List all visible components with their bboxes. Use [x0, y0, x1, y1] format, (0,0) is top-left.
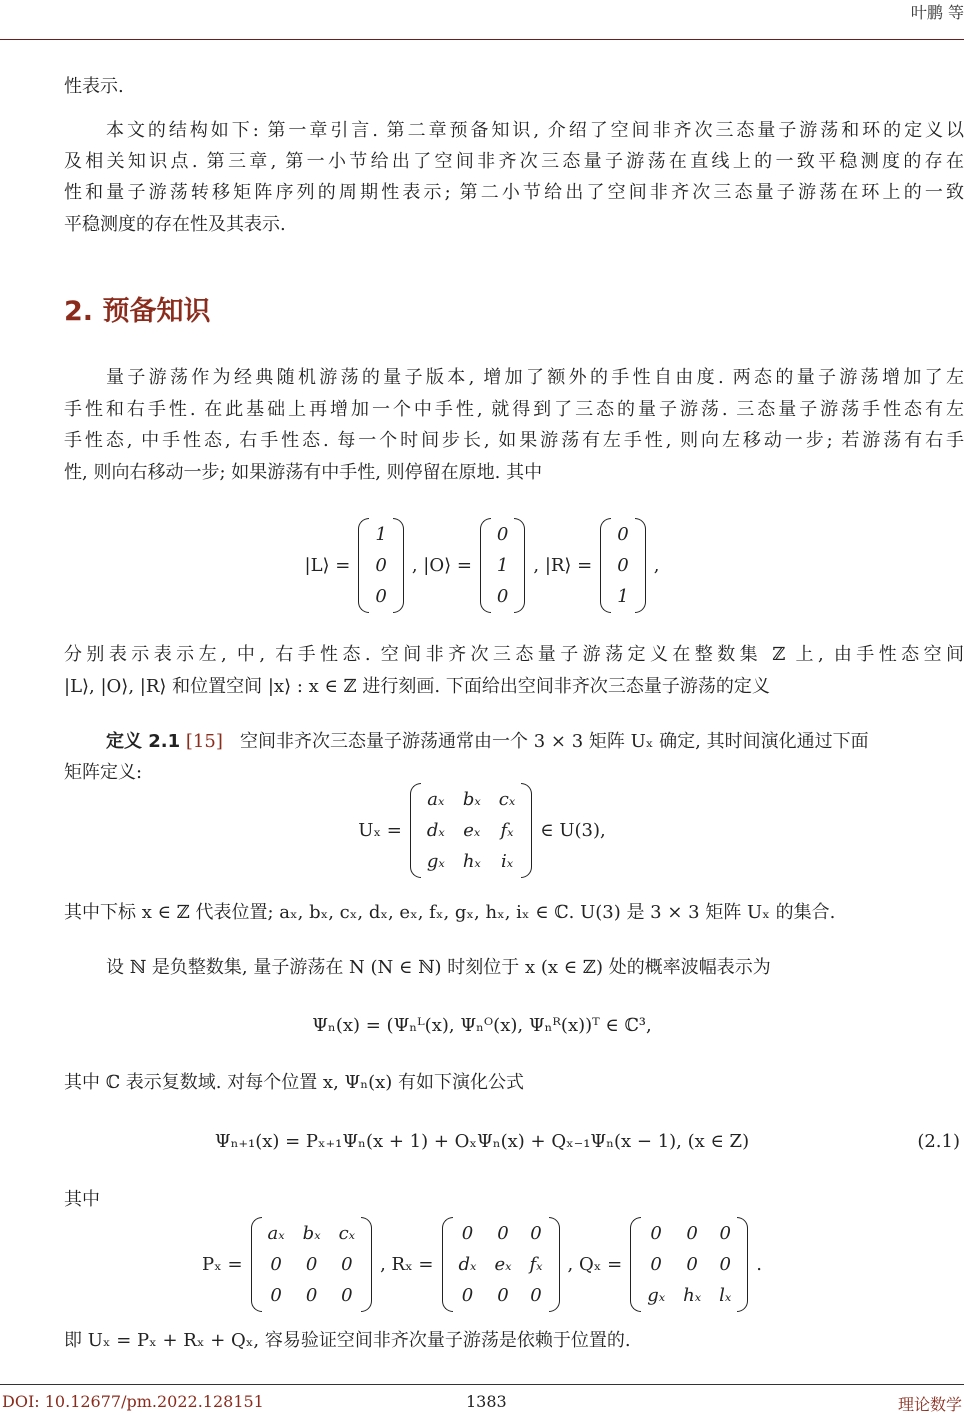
matrix-cell: 1 — [617, 585, 629, 607]
left-paren — [600, 518, 611, 613]
matrix-cell: 0 — [650, 1253, 662, 1275]
text-line: 性表示. — [64, 76, 124, 97]
matrix-cells — [641, 1217, 737, 1312]
left-paren — [442, 1217, 453, 1312]
matrix-cell: 0 — [270, 1253, 282, 1275]
matrix-cell: fₓ — [500, 819, 514, 841]
matrix-cell: 0 — [496, 523, 509, 545]
matrix-cell: aₓ — [427, 788, 445, 810]
right-paren — [549, 1217, 560, 1312]
left-paren — [630, 1217, 641, 1312]
ux-matrix-equation — [0, 775, 964, 885]
text-line: 性和量子游荡转移矩阵序列的周期性表示; 第二小节给出了空间非齐次三态量子游荡在环上的一致 — [64, 182, 964, 203]
left-paren — [480, 518, 491, 613]
header-rule — [0, 39, 964, 40]
prq-matrices-equation — [0, 1212, 964, 1316]
left-paren — [410, 783, 421, 878]
matrix-cell: cₓ — [498, 788, 516, 810]
matrix-cells — [262, 1217, 362, 1312]
psi-equation: Ψₙ(x) = (Ψₙᴸ(x), Ψₙᴼ(x), Ψₙᴿ(x))ᵀ ∈ ℂ³, — [312, 1015, 652, 1036]
matrix-cell: cₓ — [338, 1222, 356, 1244]
matrix-cell: 0 — [375, 554, 387, 576]
matrix-cell: bₓ — [302, 1222, 321, 1244]
definition-text: 空间非齐次三态量子游荡通常由一个 3 × 3 矩阵 Uₓ 确定, 其时间演化通过下面 — [240, 731, 869, 752]
right-paren — [514, 518, 525, 613]
matrix-cell: 0 — [617, 523, 629, 545]
equation-body: Ψₙ₊₁(x) = Pₓ₊₁Ψₙ(x + 1) + OₓΨₙ(x) + Qₓ₋₁Ψₙ(x − 1), (x ∈ Z) — [214, 1131, 750, 1152]
definition-line — [106, 730, 964, 754]
matrix-cell: 0 — [341, 1253, 353, 1275]
matrix-cell: gₓ — [426, 850, 445, 872]
matrix-cell: bₓ — [462, 788, 481, 810]
matrix — [251, 1217, 373, 1312]
right-paren — [737, 1217, 748, 1312]
definition-label: 定义 2.1 — [106, 731, 181, 752]
matrix-cell: 0 — [496, 585, 509, 607]
matrix-cell: 0 — [305, 1284, 318, 1306]
right-paren — [393, 518, 404, 613]
text-line: 其中下标 x ∈ ℤ 代表位置; aₓ, bₓ, cₓ, dₓ, eₓ, fₓ, gₓ, hₓ, iₓ ∈ ℂ. U(3) 是 3 × 3 矩阵 Uₓ 的集合. — [64, 902, 836, 923]
equation-label: Uₓ = — [358, 819, 402, 841]
matrix-cell: hₓ — [683, 1284, 702, 1306]
equation-label: , |R⟩ = — [533, 554, 593, 576]
matrix — [442, 1217, 560, 1312]
text-line: |L⟩, |O⟩, |R⟩ 和位置空间 |x⟩ : x ∈ ℤ 进行刻画. 下面给出空间非齐次三态量子游荡的定义 — [64, 676, 770, 697]
matrix-cell: 0 — [341, 1284, 353, 1306]
matrix — [410, 783, 532, 878]
matrix-cell: 0 — [497, 1284, 509, 1306]
matrix — [358, 518, 403, 613]
matrix-cells — [369, 518, 392, 613]
matrix-cell: 0 — [719, 1253, 731, 1275]
text-line: 即 Uₓ = Pₓ + Rₓ + Qₓ, 容易验证空间非齐次量子游荡是依赖于位置的. — [64, 1330, 631, 1351]
matrix-cells — [453, 1217, 549, 1312]
equation-label: , Rₓ = — [380, 1253, 434, 1275]
matrix-cell: dₓ — [458, 1253, 477, 1275]
equation-label: ∈ U(3), — [540, 819, 606, 841]
matrix-cell: 0 — [497, 1222, 509, 1244]
right-paren — [521, 783, 532, 878]
evolution-equation — [0, 1131, 964, 1152]
matrix-cell: 0 — [461, 1222, 474, 1244]
running-header-author: 叶鹏 等 — [910, 3, 964, 22]
footer-rule — [0, 1384, 964, 1385]
right-paren — [635, 518, 646, 613]
matrix-cell: 0 — [530, 1284, 542, 1306]
text-line: 其中 — [64, 1189, 100, 1210]
text-line: 手性和右手性. 在此基础上再增加一个中手性, 就得到了三态的量子游荡. 三态量子游荡手性态有左 — [64, 399, 964, 420]
matrix-cells — [611, 518, 634, 613]
matrix-cell: 0 — [686, 1253, 698, 1275]
matrix-cell: hₓ — [462, 850, 481, 872]
citation-link[interactable]: [15] — [185, 731, 223, 752]
equation-label: Pₓ = — [202, 1253, 243, 1275]
matrix-cell: 0 — [686, 1222, 698, 1244]
page-number: 1383 — [466, 1392, 507, 1411]
matrix-cells — [491, 518, 514, 613]
matrix-cell: 1 — [375, 523, 387, 545]
right-paren — [361, 1217, 372, 1312]
matrix-cell: 0 — [530, 1222, 542, 1244]
matrix-cell: dₓ — [426, 819, 445, 841]
text-line: 及相关知识点. 第三章, 第一小节给出了空间非齐次三态量子游荡在直线上的一致平稳测度的存在 — [64, 151, 964, 172]
matrix-cell: 0 — [305, 1253, 318, 1275]
footer-journal: 理论数学 — [897, 1395, 962, 1414]
matrix-cell: 1 — [496, 554, 509, 576]
equation-label: , Qₓ = — [567, 1253, 623, 1275]
matrix-cell: 0 — [270, 1284, 282, 1306]
text-line: 其中 ℂ 表示复数域. 对每个位置 x, Ψₙ(x) 有如下演化公式 — [64, 1072, 525, 1093]
matrix-cell: 0 — [719, 1222, 731, 1244]
equation-punct: . — [756, 1253, 762, 1275]
left-paren — [251, 1217, 262, 1312]
chirality-vectors-equation — [0, 515, 964, 615]
matrix-cell: eₓ — [463, 819, 481, 841]
matrix-cell: 0 — [617, 554, 629, 576]
matrix-cell: 0 — [375, 585, 387, 607]
text-line: 设 ℕ 是负整数集, 量子游荡在 N (N ∈ ℕ) 时刻位于 x (x ∈ ℤ) 处的概率波幅表示为 — [106, 957, 771, 978]
text-line: 性, 则向右移动一步; 如果游荡有中手性, 则停留在原地. 其中 — [64, 462, 543, 483]
matrix — [600, 518, 645, 613]
matrix-cell: lₓ — [719, 1284, 732, 1306]
matrix — [480, 518, 525, 613]
equation-label: |L⟩ = — [304, 554, 351, 576]
matrix-cell: fₓ — [529, 1253, 543, 1275]
footer-doi-link[interactable]: DOI: 10.12677/pm.2022.128151 — [2, 1392, 264, 1411]
equation-number: (2.1) — [917, 1131, 960, 1152]
text-line: 手性态, 中手性态, 右手性态. 每一个时间步长, 如果游荡有左手性, 则向左移动一步; 若游荡有右手 — [64, 430, 964, 451]
matrix-cell: eₓ — [494, 1253, 512, 1275]
text-line: 量子游荡作为经典随机游荡的量子版本, 增加了额外的手性自由度. 两态的量子游荡增加了左 — [106, 367, 964, 388]
text-line: 本文的结构如下: 第一章引言. 第二章预备知识, 介绍了空间非齐次三态量子游荡和环的定义以 — [106, 120, 964, 141]
matrix-cell: iₓ — [500, 850, 514, 872]
text-line: 分别表示表示左, 中, 右手性态. 空间非齐次三态量子游荡定义在整数集 ℤ 上, 由手性态空间 — [64, 644, 964, 665]
text-line: 矩阵定义: — [64, 762, 143, 783]
matrix-cell: gₓ — [647, 1284, 666, 1306]
left-paren — [358, 518, 369, 613]
section-heading: 2. 预备知识 — [64, 296, 211, 327]
matrix-cell: aₓ — [267, 1222, 285, 1244]
text-line: 平稳测度的存在性及其表示. — [64, 214, 286, 235]
equation-label: , |O⟩ = — [411, 554, 472, 576]
matrix-cell: 0 — [650, 1222, 662, 1244]
equation-punct: , — [653, 554, 660, 576]
matrix-cell: 0 — [461, 1284, 474, 1306]
matrix-cells — [421, 783, 521, 878]
matrix — [630, 1217, 748, 1312]
